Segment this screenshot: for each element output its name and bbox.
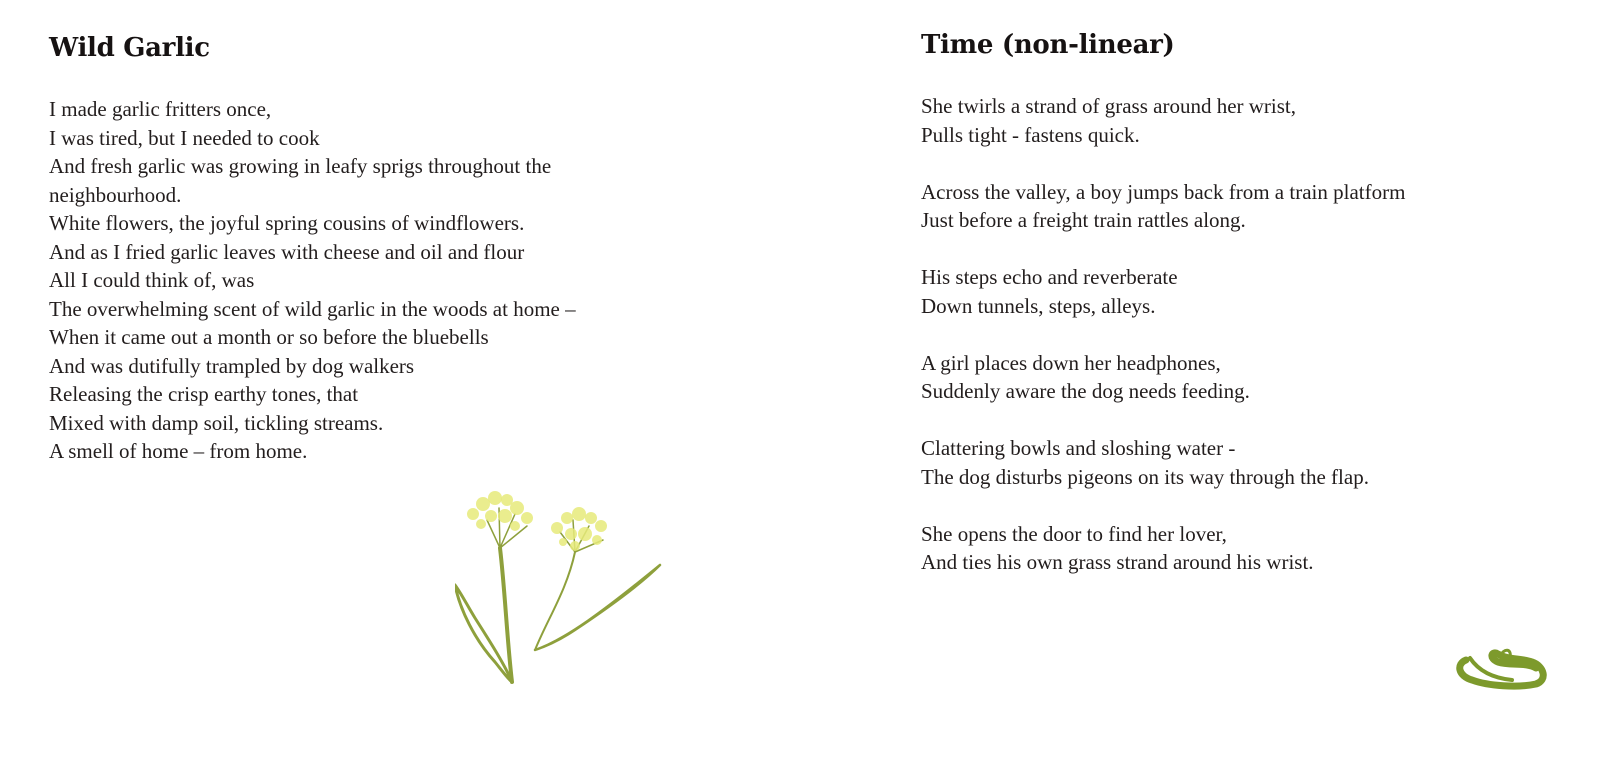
poem-line: I made garlic fritters once, (49, 97, 272, 121)
poem-line: She twirls a strand of grass around her wrist, (921, 94, 1297, 118)
poem-line: White flowers, the joyful spring cousins of windflowers. (49, 211, 525, 235)
poem-line: And fresh garlic was growing in leafy sprigs throughout the (49, 154, 552, 178)
poem-body-time-non-linear (921, 92, 1561, 577)
stanza (921, 92, 1561, 149)
poem-line: Suddenly aware the dog needs feeding. (921, 379, 1250, 403)
poem-line: Mixed with damp soil, tickling streams. (49, 410, 384, 435)
wild-garlic-flower-icon (455, 490, 685, 700)
stanza (921, 178, 1561, 235)
grass-bracelet-icon (1452, 640, 1548, 700)
poem-line: And as I fried garlic leaves with cheese and oil and flour (49, 239, 525, 264)
stanza (921, 263, 1561, 320)
poem-line: She opens the door to find her lover, (921, 521, 1227, 546)
poem-title-wild-garlic: Wild Garlic (49, 33, 210, 63)
stanza (921, 349, 1561, 406)
poem-line: Just before a freight train rattles along. (921, 208, 1246, 232)
poem-line: Down tunnels, steps, alleys. (921, 293, 1156, 318)
right-page (800, 0, 1600, 780)
poem-line: The overwhelming scent of wild garlic in the woods at home – (49, 296, 576, 321)
poem-line: The dog disturbs pigeons on its way through the flap. (921, 464, 1369, 489)
poem-line: Pulls tight - fastens quick. (921, 122, 1140, 147)
stanza (921, 434, 1561, 491)
poem-line: And ties his own grass strand around his wrist. (921, 550, 1314, 574)
poem-line: A girl places down her headphones, (921, 350, 1221, 375)
poem-body-wild-garlic (49, 95, 689, 466)
poem-line: I was tired, but I needed to cook (49, 125, 320, 150)
poem-line: Releasing the crisp earthy tones, that (49, 382, 359, 406)
poem-line: neighbourhood. (49, 182, 182, 207)
poem-title-time-non-linear: Time (non-linear) (921, 30, 1175, 60)
poem-line: And was dutifully trampled by dog walkers (49, 353, 415, 378)
poem-line: A smell of home – from home. (49, 439, 308, 463)
poem-line: When it came out a month or so before the bluebells (49, 325, 489, 349)
poem-line: Clattering bowls and sloshing water - (921, 436, 1236, 460)
poem-line: All I could think of, was (49, 268, 255, 292)
stanza (921, 520, 1561, 577)
poem-line: His steps echo and reverberate (921, 265, 1178, 289)
poem-line: Across the valley, a boy jumps back from a train platform (921, 179, 1406, 204)
